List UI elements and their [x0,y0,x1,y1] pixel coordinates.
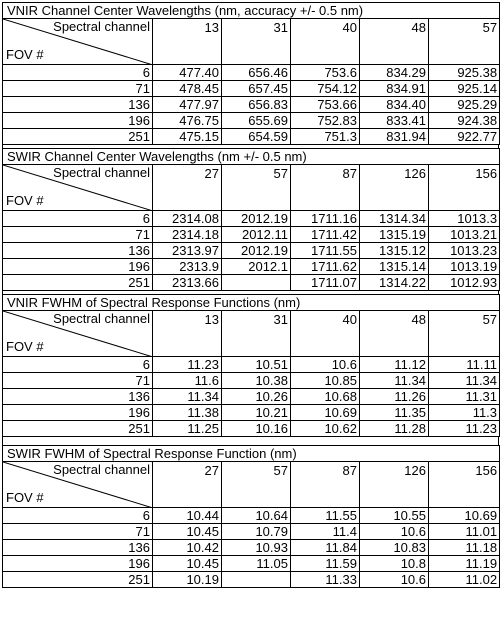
value-cell: 2314.08 [153,211,222,227]
table-row [3,556,500,572]
value-cell: 11.26 [360,389,429,405]
value-cell: 656.83 [222,97,291,113]
fov-cell: 71 [3,524,153,540]
value-cell: 10.44 [153,508,222,524]
value-cell: 10.42 [153,540,222,556]
value-cell: 10.26 [222,389,291,405]
table-row [3,97,500,113]
value-cell: 2012.19 [222,243,291,259]
value-cell: 11.12 [360,357,429,373]
block-separator [2,437,499,445]
table-block-2 [2,148,500,291]
fov-cell: 196 [3,259,153,275]
fov-cell: 6 [3,65,153,81]
channel-header: 57 [429,311,500,357]
value-cell: 1013.3 [429,211,500,227]
fov-cell: 71 [3,373,153,389]
fov-cell: 136 [3,540,153,556]
fov-cell: 251 [3,572,153,588]
table-block-3 [2,294,500,437]
value-cell: 1315.12 [360,243,429,259]
fov-cell: 251 [3,421,153,437]
corner-header-cell [3,311,153,357]
value-cell: 2313.9 [153,259,222,275]
fov-cell: 136 [3,243,153,259]
value-cell: 1013.23 [429,243,500,259]
fov-label: FOV # [6,193,44,208]
value-cell: 10.6 [360,524,429,540]
value-cell: 10.19 [153,572,222,588]
value-cell: 1013.21 [429,227,500,243]
channel-header: 31 [222,19,291,65]
table-row [3,65,500,81]
value-cell: 11.01 [429,524,500,540]
value-cell: 11.19 [429,556,500,572]
spectral-channel-label: Spectral channel [53,311,150,326]
channel-header: 48 [360,19,429,65]
value-cell: 657.45 [222,81,291,97]
value-cell: 11.35 [360,405,429,421]
value-cell: 925.38 [429,65,500,81]
spectral-channel-label: Spectral channel [53,19,150,34]
value-cell: 925.14 [429,81,500,97]
value-cell: 10.21 [222,405,291,421]
fov-cell: 196 [3,405,153,421]
value-cell: 11.11 [429,357,500,373]
value-cell: 1314.34 [360,211,429,227]
value-cell: 11.02 [429,572,500,588]
table-row [3,113,500,129]
channel-header: 27 [153,462,222,508]
value-cell: 922.77 [429,129,500,145]
fov-cell: 6 [3,357,153,373]
value-cell: 11.34 [429,373,500,389]
fov-cell: 136 [3,389,153,405]
value-cell: 1315.19 [360,227,429,243]
table-row [3,129,500,145]
value-cell: 831.94 [360,129,429,145]
value-cell: 834.40 [360,97,429,113]
value-cell: 1711.16 [291,211,360,227]
value-cell: 925.29 [429,97,500,113]
value-cell: 11.34 [360,373,429,389]
value-cell: 11.05 [222,556,291,572]
table-row [3,389,500,405]
value-cell: 477.97 [153,97,222,113]
fov-cell: 136 [3,97,153,113]
value-cell: 1314.22 [360,275,429,291]
value-cell: 476.75 [153,113,222,129]
value-cell: 10.45 [153,556,222,572]
channel-header: 31 [222,311,291,357]
table-row [3,524,500,540]
table-block-4 [2,445,500,588]
table-row [3,227,500,243]
value-cell: 10.93 [222,540,291,556]
fov-label: FOV # [6,339,44,354]
table-row [3,508,500,524]
value-cell: 1013.19 [429,259,500,275]
value-cell [222,275,291,291]
value-cell: 656.46 [222,65,291,81]
value-cell: 10.79 [222,524,291,540]
value-cell: 10.55 [360,508,429,524]
channel-header: 57 [222,462,291,508]
value-cell: 10.16 [222,421,291,437]
value-cell: 10.6 [291,357,360,373]
value-cell: 10.69 [291,405,360,421]
channel-header: 40 [291,311,360,357]
value-cell: 11.55 [291,508,360,524]
table-row [3,259,500,275]
value-cell: 1711.62 [291,259,360,275]
fov-cell: 196 [3,113,153,129]
value-cell: 11.6 [153,373,222,389]
fov-label: FOV # [6,490,44,505]
table-row [3,540,500,556]
value-cell: 752.83 [291,113,360,129]
value-cell: 11.38 [153,405,222,421]
table-row [3,243,500,259]
value-cell: 10.68 [291,389,360,405]
value-cell: 10.64 [222,508,291,524]
channel-header: 40 [291,19,360,65]
channel-header: 126 [360,462,429,508]
value-cell: 654.59 [222,129,291,145]
channel-header: 48 [360,311,429,357]
table-row [3,405,500,421]
value-cell: 1711.07 [291,275,360,291]
value-cell: 11.23 [153,357,222,373]
channel-header: 156 [429,165,500,211]
value-cell: 754.12 [291,81,360,97]
fov-cell: 71 [3,227,153,243]
fov-cell: 6 [3,508,153,524]
value-cell: 475.15 [153,129,222,145]
value-cell: 834.29 [360,65,429,81]
value-cell: 2314.18 [153,227,222,243]
value-cell: 2313.97 [153,243,222,259]
value-cell: 753.6 [291,65,360,81]
value-cell: 11.3 [429,405,500,421]
channel-header: 57 [429,19,500,65]
corner-header-cell [3,165,153,211]
value-cell: 1711.42 [291,227,360,243]
value-cell: 833.41 [360,113,429,129]
spectral-channel-label: Spectral channel [53,462,150,477]
channel-header: 156 [429,462,500,508]
channel-header: 27 [153,165,222,211]
value-cell: 11.34 [153,389,222,405]
fov-cell: 6 [3,211,153,227]
value-cell: 1012.93 [429,275,500,291]
channel-header: 57 [222,165,291,211]
value-cell: 11.84 [291,540,360,556]
table-row [3,373,500,389]
value-cell: 11.33 [291,572,360,588]
value-cell: 10.69 [429,508,500,524]
value-cell: 751.3 [291,129,360,145]
table-title: VNIR FWHM of Spectral Response Functions (nm) [3,295,500,311]
calibration-tables [2,2,499,588]
value-cell: 478.45 [153,81,222,97]
value-cell: 655.69 [222,113,291,129]
value-cell: 834.91 [360,81,429,97]
fov-cell: 251 [3,275,153,291]
value-cell: 10.51 [222,357,291,373]
value-cell: 2012.19 [222,211,291,227]
value-cell: 10.62 [291,421,360,437]
fov-cell: 196 [3,556,153,572]
value-cell: 2012.11 [222,227,291,243]
value-cell: 753.66 [291,97,360,113]
value-cell: 477.40 [153,65,222,81]
value-cell: 10.6 [360,572,429,588]
table-block-1 [2,2,500,145]
spectral-channel-label: Spectral channel [53,165,150,180]
value-cell: 11.18 [429,540,500,556]
value-cell: 2012.1 [222,259,291,275]
value-cell: 10.8 [360,556,429,572]
channel-header: 87 [291,462,360,508]
value-cell: 11.23 [429,421,500,437]
corner-header-cell [3,462,153,508]
channel-header: 126 [360,165,429,211]
table-title: SWIR FWHM of Spectral Response Function (nm) [3,446,500,462]
value-cell: 11.59 [291,556,360,572]
value-cell: 924.38 [429,113,500,129]
fov-label: FOV # [6,47,44,62]
value-cell: 10.83 [360,540,429,556]
value-cell: 10.45 [153,524,222,540]
table-row [3,572,500,588]
value-cell: 11.28 [360,421,429,437]
value-cell: 11.4 [291,524,360,540]
channel-header: 13 [153,311,222,357]
value-cell: 11.25 [153,421,222,437]
table-row [3,211,500,227]
fov-cell: 71 [3,81,153,97]
table-row [3,275,500,291]
value-cell: 1315.14 [360,259,429,275]
channel-header: 87 [291,165,360,211]
table-row [3,81,500,97]
value-cell: 10.85 [291,373,360,389]
value-cell: 10.38 [222,373,291,389]
table-row [3,421,500,437]
value-cell [222,572,291,588]
value-cell: 11.31 [429,389,500,405]
table-title: SWIR Channel Center Wavelengths (nm +/- 0.5 nm) [3,149,500,165]
table-row [3,357,500,373]
channel-header: 13 [153,19,222,65]
value-cell: 2313.66 [153,275,222,291]
fov-cell: 251 [3,129,153,145]
corner-header-cell [3,19,153,65]
table-title: VNIR Channel Center Wavelengths (nm, accuracy +/- 0.5 nm) [3,3,500,19]
value-cell: 1711.55 [291,243,360,259]
